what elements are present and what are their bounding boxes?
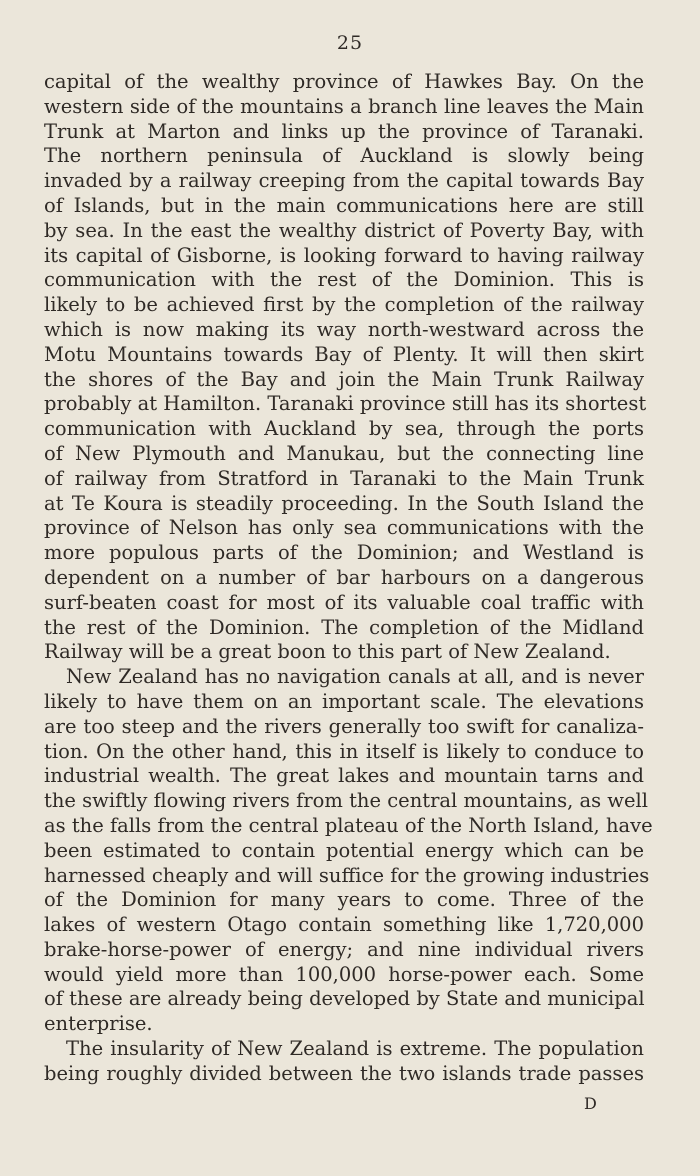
text-line: capital of the wealthy province of Hawkes Bay. On the — [44, 70, 644, 93]
text-line: its capital of Gisborne, is looking forward to having railway — [44, 243, 644, 267]
text-line: industrial wealth. The great lakes and mountain tarns and — [44, 764, 644, 788]
text-line: of the Dominion for many years to come. Three of the — [44, 888, 644, 912]
text-line: enterprise. — [44, 1012, 153, 1036]
text-line: of railway from Stratford in Taranaki to the Main Trunk — [44, 466, 644, 490]
text-line: Railway will be a great boon to this part of New Zealand. — [44, 640, 611, 664]
text-line: been estimated to contain potential energy which can be — [44, 838, 644, 862]
text-line: brake-horse-power of energy; and nine individual rivers — [44, 937, 644, 961]
signature-mark: D — [584, 1094, 597, 1113]
text-line: more populous parts of the Dominion; and Westland is — [44, 541, 644, 565]
paragraph — [44, 1037, 644, 1087]
text-line: probably at Hamilton. Taranaki province still has its shortest — [44, 392, 647, 416]
text-line: likely to have them on an important scale. The elevations — [44, 689, 644, 713]
text-line: being roughly divided between the two islands trade passes — [44, 1061, 644, 1085]
text-line: are too steep and the rivers generally too swift for canaliza- — [44, 714, 644, 738]
text-line: western side of the mountains a branch line leaves the Main — [44, 94, 644, 118]
text-line: Trunk at Marton and links up the province of Taranaki. — [44, 119, 644, 143]
text-line: the swiftly flowing rivers from the central mountains, as well — [44, 789, 649, 813]
text-line: The northern peninsula of Auckland is slowly being — [44, 144, 644, 168]
text-line: of Islands, but in the main communications here are still — [44, 193, 644, 217]
page-number: 25 — [336, 32, 364, 54]
text-line: communication with the rest of the Dominion. This is — [44, 268, 644, 292]
text-line: province of Nelson has only sea communications with the — [44, 516, 644, 540]
text-line: likely to be achieved first by the completion of the railway — [44, 293, 644, 317]
text-line: the shores of the Bay and join the Main Trunk Railway — [44, 367, 644, 391]
paragraph — [44, 665, 653, 1037]
text-line: harnessed cheaply and will suffice for the growing industries — [44, 863, 650, 887]
text-line: tion. On the other hand, this in itself is likely to conduce to — [44, 739, 644, 763]
text-line: of these are already being developed by State and municipal — [44, 987, 645, 1011]
text-line: the rest of the Dominion. The completion of the Midland — [44, 615, 644, 639]
text-line: The insularity of New Zealand is extreme. The population — [66, 1037, 644, 1061]
paragraph — [44, 70, 647, 665]
text-line: at Te Koura is steadily proceeding. In the South Island the — [44, 491, 644, 515]
text-line: surf-beaten coast for most of its valuable coal traffic with — [44, 590, 644, 614]
text-line: New Zealand has no navigation canals at all, and is never — [66, 665, 644, 689]
text-line: invaded by a railway creeping from the capital towards Bay — [44, 169, 644, 193]
text-line: as the falls from the central plateau of the North Island, have — [44, 813, 653, 837]
text-line: would yield more than 100,000 horse-power each. Some — [44, 962, 644, 986]
text-line: dependent on a number of bar harbours on a dangerous — [44, 565, 644, 589]
text-line: Motu Mountains towards Bay of Plenty. It will then skirt — [44, 342, 644, 366]
text-line: communication with Auckland by sea, through the ports — [44, 417, 644, 441]
text-line: which is now making its way north-westward across the — [44, 317, 644, 341]
text-line: of New Plymouth and Manukau, but the connecting line — [44, 441, 644, 465]
body-text — [44, 70, 653, 1087]
text-line: lakes of western Otago contain something like 1,720,000 — [44, 913, 644, 937]
text-line: by sea. In the east the wealthy district of Poverty Bay, with — [44, 218, 644, 242]
